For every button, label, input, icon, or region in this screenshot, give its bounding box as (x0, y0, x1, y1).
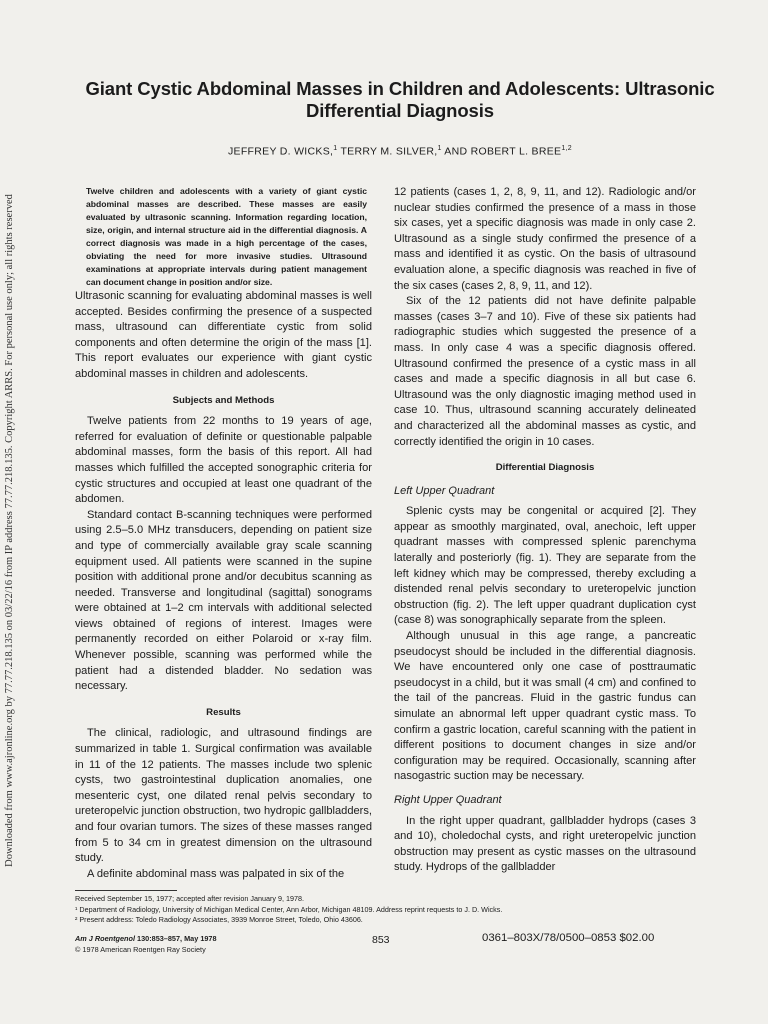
results-paragraph-1: The clinical, radiologic, and ultrasound findings are summarized in table 1. Surgical confirmation was available in 11 of the 12 patients. The masses include two splenic cysts, two gastrointestinal duplication anomalies, one mesenteric cyst, one dilated renal pelvis secondary to ureteropelvic junction obstruction, two hydropic gallbladders, and four ovarian tumors. The sizes of these masses ranged from 5 to 34 cm in greatest dimension on the ultrasound study. (75, 727, 372, 865)
title-line-2: Differential Diagnosis (306, 100, 494, 121)
results-continued-paragraph: 12 patients (cases 1, 2, 8, 9, 11, and 12). Radiologic and/or nuclear studies confirmed the presence of a mass in those six cases, yet a specific diagnosis was made in only case 2. Ultrasound as a single study confirmed the presence of a mass and identified it as cystic. On the basis of ultrasound evaluation alone, a specific diagnosis was reached in five of the six cases (cases 2, 8, 9, 11, and 12). (394, 186, 696, 292)
luq-paragraph-1: Splenic cysts may be congenital or acquired [2]. They appear as smoothly marginated, oval, anechoic, left upper quadrant masses with compressed splenic parenchyma laterally and posteriorly (fig. 1). They are separate from the left kidney which may be compressed, thereby excluding a distended renal pelvis secondary to ureteropelvic junction obstruction (fig. 2). The left upper quadrant duplication cyst (case 8) was sonographically separate from the spleen. (394, 505, 696, 627)
ruq-paragraph-1: In the right upper quadrant, gallbladder hydrops (cases 3 and 10), choledochal cysts, and right ureteropelvic junction obstruction may present as cystic masses on the ultrasound study. Hydrops of the gallbladder (394, 814, 696, 874)
abstract: Twelve children and adolescents with a variety of giant cystic abdominal masses are described. These masses are easily evaluated by ultrasonic scanning. Information regarding location, size, origin, and internal structure aid in the differential diagnosis. A correct diagnosis was made in a high percentage of the cases, obviating the need for more invasive studies. Ultrasound examinations at appropriate intervals during patient management can document change in position and/or size. (86, 186, 367, 287)
copyright: © 1978 American Roentgen Ray Society (75, 944, 206, 954)
author-1-affil: 1 (333, 145, 338, 152)
footnote-divider (75, 890, 177, 891)
footnote-1: ¹ Department of Radiology, University of Michigan Medical Center, Ann Arbor, Michigan 48109. Address reprint requests to J. D. Wicks. (75, 904, 503, 914)
luq-subheading: Left Upper Quadrant (394, 484, 495, 497)
author-2-affil: 1 (437, 145, 442, 152)
results-paragraph-2: A definite abdominal mass was palpated in six of the (87, 867, 345, 880)
journal-volume: 130:853–857, May 1978 (135, 934, 217, 943)
footnote-2: ² Present address: Toledo Radiology Associates, 3939 Monroe Street, Toledo, Ohio 43606. (75, 915, 363, 924)
author-3: AND ROBERT L. BREE (441, 145, 562, 158)
download-notice (2, 180, 16, 880)
intro-paragraph: Ultrasonic scanning for evaluating abdominal masses is well accepted. Besides confirming the presence of a suspected mass, ultrasound can differentiate cystic from solid components and often determine the origin of the mass [1]. This report evaluates our experience with giant cystic abdominal masses in children and adolescents. (75, 290, 372, 380)
luq-paragraph-2: Although unusual in this age range, a pancreatic pseudocyst should be included in the differential diagnosis. We have encountered only one case of posttraumatic pseudocyst in a child, but it was small (4 cm) and confined to the tail of the pancreas. Fluid in the gastric fundus can simulate an abnormal left upper quadrant cystic mass. To confirm a gastric location, careful scanning with the patient in different positions to document changes in size and/or configuration may be required. Occasionally, scanning after nasogastric suction may be necessary. (394, 630, 696, 783)
author-3-affil: 1,2 (561, 145, 572, 152)
methods-heading: Subjects and Methods (172, 394, 275, 406)
results-heading: Results (206, 706, 241, 718)
page-number: 853 (372, 934, 390, 946)
title-line-1: Giant Cystic Abdominal Masses in Children and Adolescents: Ultrasonic (85, 78, 715, 99)
author-2: TERRY M. SILVER, (337, 145, 438, 158)
received-note: Received September 15, 1977; accepted after revision January 9, 1978. (75, 894, 304, 903)
download-notice-text: Downloaded from www.ajronline.org by 77.77.218.135 on 03/22/16 from IP address 77.77.218.135. Copyright ARRS. For personal use only; all rights reserved (3, 193, 15, 867)
differential-heading: Differential Diagnosis (495, 462, 595, 474)
ruq-subheading: Right Upper Quadrant (394, 793, 502, 806)
author-line (40, 145, 760, 158)
footnotes (75, 894, 715, 926)
journal-name: Am J Roentgenol (75, 934, 135, 943)
results-paragraph-3: Six of the 12 patients did not have definite palpable masses (cases 3–7 and 10). Five of these six patients had radiographic studies which suggested the presence of a mass. In only case 4 was a specific diagnosis offered. Ultrasound confirmed the presence of a cystic mass in all cases and made a specific diagnosis in all but case 6. Ultrasound was the only diagnostic imaging method used in case 10. Thus, ultrasound scanning accurately delineated and characterized all the abdominal masses as cystic, and correctly identified the origin in 10 cases. (394, 295, 696, 448)
methods-paragraph-2: Standard contact B-scanning techniques were performed using 2.5–5.0 MHz transducers, depending on patient size and type of commercially available gray scale scanning equipment used. All patients were scanned in the supine position with additional prone and/or decubitus scanning as needed. Transverse and longitudinal (sagittal) sonograms were obtained at 1–2 cm intervals with additional selected views obtained of regions of interest. Images were permanently recorded on either Polaroid or x-ray film. Whenever possible, scanning was performed while the patient had a distended bladder. No sedation was necessary. (75, 508, 372, 693)
article-code: 0361–803X/78/0500–0853 $02.00 (482, 932, 655, 944)
author-1: JEFFREY D. WICKS, (227, 145, 334, 158)
left-column (75, 185, 372, 882)
article-title (40, 78, 760, 122)
right-column (394, 185, 696, 876)
methods-paragraph-1: Twelve patients from 22 months to 19 years of age, referred for evaluation of definite or questionable palpable abdominal masses, form the basis of this report. All had masses which fulfilled the accepted sonographic criteria for cystic structures and occupied at least one quadrant of the abdomen. (75, 415, 372, 506)
